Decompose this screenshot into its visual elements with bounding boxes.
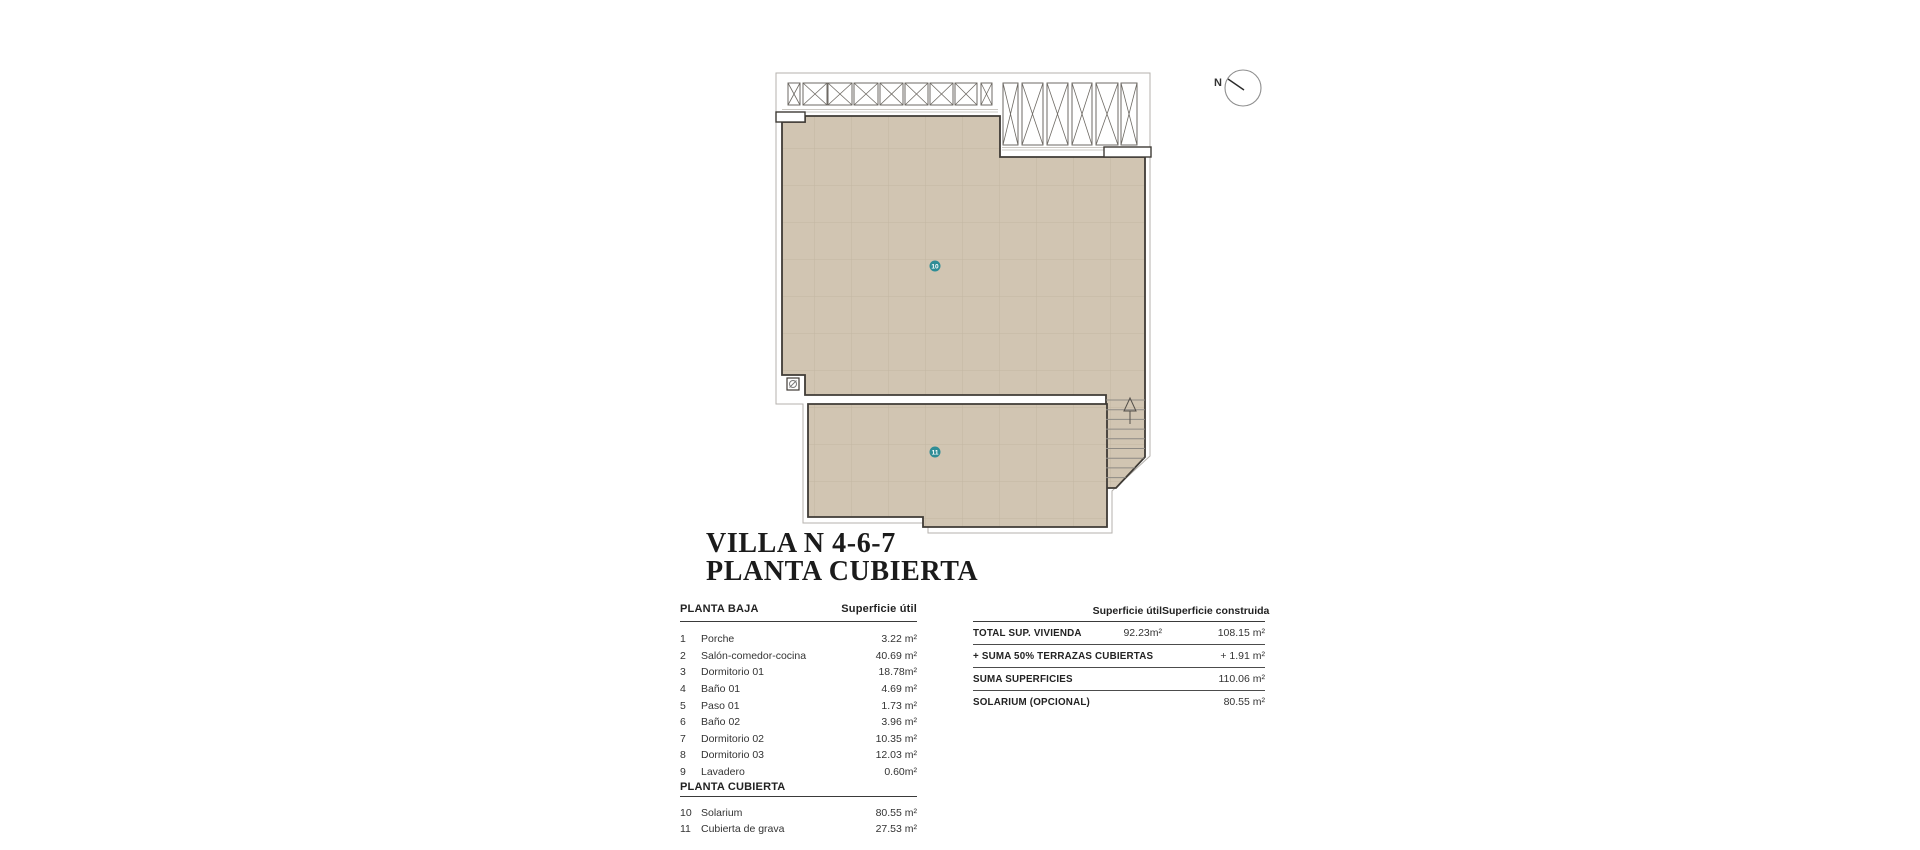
- row-number: 3: [680, 666, 686, 679]
- title-line-1: VILLA N 4-6-7: [706, 528, 896, 559]
- row-number: 4: [680, 683, 686, 696]
- table-row: [680, 821, 917, 838]
- table-row: [680, 631, 917, 648]
- compass-icon: [1214, 70, 1261, 106]
- row-number: 10: [680, 806, 692, 819]
- summary-row: [973, 622, 1265, 645]
- room-area: 12.03 m²: [875, 749, 917, 762]
- table-row: [680, 804, 917, 821]
- page-title: [706, 530, 978, 585]
- table-row: [680, 697, 917, 714]
- svg-text:11: 11: [931, 449, 939, 457]
- room-area: 18.78m²: [878, 666, 917, 679]
- room-area: 3.96 m²: [881, 716, 917, 729]
- summary-header-row: [973, 601, 1270, 622]
- table-row: [680, 648, 917, 665]
- planta-baja-section: [680, 603, 917, 780]
- summary-rows: [973, 622, 1265, 713]
- row-number: 5: [680, 699, 686, 712]
- room-area: 40.69 m²: [875, 649, 917, 662]
- pergola-beams-left: [788, 83, 992, 105]
- room-area: 4.69 m²: [881, 683, 917, 696]
- section-title: PLANTA CUBIERTA: [680, 781, 786, 794]
- col-header-construida: Superficie construida: [1162, 605, 1270, 617]
- room-area: 3.22 m²: [881, 633, 917, 646]
- value-construida: + 1.91 m²: [1220, 650, 1265, 662]
- row-number: 7: [680, 732, 686, 745]
- row-number: 11: [680, 823, 691, 836]
- row-number: 2: [680, 649, 686, 662]
- pergola-beams-right: [1003, 83, 1137, 145]
- room-name: Lavadero: [701, 766, 745, 779]
- value-column-header: Superficie útil: [841, 603, 917, 615]
- section-header: [680, 603, 917, 622]
- summary-label: TOTAL SUP. VIVIENDA: [973, 627, 1082, 639]
- room-areas-table: [680, 603, 917, 838]
- room-name: Porche: [701, 633, 735, 646]
- gravel-roof-area: [808, 404, 1107, 527]
- area-marker-11: [930, 447, 941, 458]
- room-name: Dormitorio 02: [701, 732, 765, 745]
- table-row: [680, 747, 917, 764]
- room-name: Salón-comedor-cocina: [701, 649, 807, 662]
- room-area: 0.60m²: [884, 766, 917, 779]
- drain-icon: [787, 378, 799, 390]
- section-title: PLANTA BAJA: [680, 603, 759, 615]
- summary-row: [973, 668, 1265, 691]
- section-header: [680, 781, 917, 797]
- row-number: 1: [680, 633, 686, 646]
- summary-label: SUMA SUPERFICIES: [973, 673, 1073, 685]
- col-header-util: Superficie útil: [1092, 605, 1162, 617]
- area-marker-10: [930, 261, 941, 272]
- room-area: 10.35 m²: [875, 732, 917, 745]
- svg-text:10: 10: [931, 263, 939, 271]
- table-row: [680, 714, 917, 731]
- value-util: 92.23m²: [1123, 627, 1162, 639]
- room-name: Cubierta de grava: [701, 823, 785, 836]
- summary-label: + SUMA 50% TERRAZAS CUBIERTAS: [973, 650, 1154, 662]
- room-area: 27.53 m²: [875, 823, 917, 836]
- section-rows: [680, 804, 917, 837]
- compass-north-label: N: [1214, 77, 1222, 89]
- value-construida: 110.06 m²: [1218, 673, 1265, 685]
- summary-table: [973, 601, 1270, 713]
- room-name: Paso 01: [701, 699, 740, 712]
- room-name: Dormitorio 03: [701, 749, 765, 762]
- value-construida: 80.55 m²: [1223, 696, 1265, 708]
- summary-row: [973, 691, 1265, 713]
- row-number: 6: [680, 716, 686, 729]
- room-name: Solarium: [701, 806, 743, 819]
- section-rows: [680, 631, 917, 780]
- row-number: 8: [680, 749, 686, 762]
- table-row: [680, 731, 917, 748]
- room-name: Baño 01: [701, 683, 741, 696]
- table-row: [680, 764, 917, 781]
- table-row: [680, 681, 917, 698]
- room-name: Dormitorio 01: [701, 666, 765, 679]
- room-area: 1.73 m²: [881, 699, 917, 712]
- title-line-2: PLANTA CUBIERTA: [706, 555, 979, 587]
- planta-cubierta-section: [680, 781, 917, 837]
- value-construida: 108.15 m²: [1217, 627, 1265, 639]
- summary-label: SOLARIUM (OPCIONAL): [973, 696, 1090, 708]
- table-row: [680, 664, 917, 681]
- row-number: 9: [680, 766, 686, 779]
- room-area: 80.55 m²: [875, 806, 917, 819]
- room-name: Baño 02: [701, 716, 741, 729]
- summary-row: [973, 645, 1265, 668]
